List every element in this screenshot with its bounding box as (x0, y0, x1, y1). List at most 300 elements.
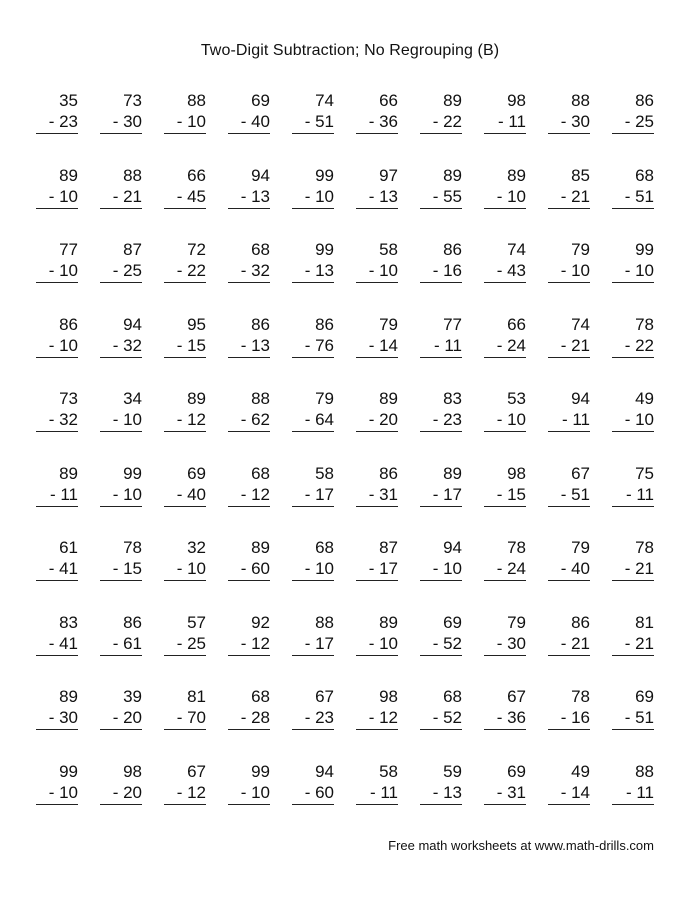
problem-row (22, 314, 662, 389)
subtraction-problem (278, 90, 342, 165)
subtrahend: - 21 (548, 633, 590, 656)
subtrahend: - 30 (100, 111, 142, 134)
minuend: 67 (507, 687, 526, 706)
minuend: 59 (443, 761, 462, 781)
subtrahend: - 21 (100, 186, 142, 209)
subtraction-problem (22, 612, 86, 687)
minuend: 89 (443, 91, 462, 110)
subtrahend: - 32 (100, 335, 142, 358)
subtraction-problem (150, 761, 214, 836)
minuend: 89 (251, 538, 270, 557)
minuend: 99 (315, 165, 334, 185)
subtrahend: - 22 (612, 335, 654, 358)
subtraction-problem (470, 388, 534, 463)
subtraction-problem (342, 90, 406, 165)
minuend: 89 (379, 389, 398, 408)
problem-row (22, 537, 662, 612)
minuend: 78 (635, 538, 654, 557)
minuend: 99 (315, 240, 334, 259)
subtraction-problem (342, 165, 406, 240)
subtraction-problem (534, 463, 598, 538)
minuend: 72 (187, 240, 206, 259)
subtrahend: - 40 (228, 111, 270, 134)
minuend: 92 (251, 612, 270, 632)
minuend: 89 (443, 463, 462, 483)
subtraction-problem (470, 314, 534, 389)
subtraction-problem (534, 90, 598, 165)
subtrahend: - 10 (164, 558, 206, 581)
subtraction-problem (534, 165, 598, 240)
subtraction-problem (470, 686, 534, 761)
subtrahend: - 51 (292, 111, 334, 134)
subtraction-problem (406, 612, 470, 687)
minuend: 95 (187, 314, 206, 334)
minuend: 89 (59, 165, 78, 185)
minuend: 78 (571, 687, 590, 706)
minuend: 79 (507, 612, 526, 632)
subtraction-problem (470, 761, 534, 836)
subtrahend: - 30 (484, 633, 526, 656)
problem-row (22, 463, 662, 538)
subtraction-problem (406, 463, 470, 538)
subtrahend: - 20 (100, 707, 142, 730)
subtrahend: - 32 (36, 409, 78, 432)
subtrahend: - 40 (548, 558, 590, 581)
subtraction-problem (534, 537, 598, 612)
subtraction-problem (214, 537, 278, 612)
subtraction-problem (406, 686, 470, 761)
subtrahend: - 22 (420, 111, 462, 134)
minuend: 86 (571, 612, 590, 632)
subtraction-problem (406, 165, 470, 240)
subtrahend: - 52 (420, 707, 462, 730)
minuend: 87 (379, 538, 398, 557)
minuend: 73 (123, 91, 142, 110)
subtraction-problem (278, 761, 342, 836)
subtraction-problem (534, 239, 598, 314)
minuend: 49 (571, 761, 590, 781)
minuend: 78 (635, 314, 654, 334)
subtrahend: - 10 (164, 111, 206, 134)
subtraction-problem (22, 314, 86, 389)
minuend: 94 (123, 314, 142, 334)
minuend: 53 (507, 389, 526, 408)
subtraction-problem (214, 388, 278, 463)
minuend: 69 (251, 91, 270, 110)
minuend: 94 (251, 165, 270, 185)
minuend: 99 (59, 761, 78, 781)
subtraction-problem (470, 537, 534, 612)
subtraction-problem (22, 90, 86, 165)
minuend: 69 (187, 463, 206, 483)
minuend: 79 (571, 240, 590, 259)
problem-row (22, 388, 662, 463)
subtrahend: - 36 (484, 707, 526, 730)
subtrahend: - 60 (292, 782, 334, 805)
minuend: 88 (123, 165, 142, 185)
subtraction-problem (598, 388, 662, 463)
subtrahend: - 41 (36, 633, 78, 656)
minuend: 86 (315, 314, 334, 334)
minuend: 89 (59, 463, 78, 483)
subtraction-problem (278, 612, 342, 687)
subtraction-problem (86, 686, 150, 761)
subtraction-problem (86, 761, 150, 836)
subtraction-problem (278, 537, 342, 612)
minuend: 86 (123, 612, 142, 632)
minuend: 74 (571, 314, 590, 334)
subtraction-problem (150, 463, 214, 538)
subtrahend: - 10 (356, 260, 398, 283)
subtraction-problem (406, 90, 470, 165)
subtraction-problem (342, 239, 406, 314)
minuend: 87 (123, 240, 142, 259)
subtraction-problem (150, 90, 214, 165)
subtrahend: - 22 (164, 260, 206, 283)
subtrahend: - 30 (548, 111, 590, 134)
subtraction-problem (150, 239, 214, 314)
minuend: 98 (507, 463, 526, 483)
minuend: 74 (507, 240, 526, 259)
subtraction-problem (150, 537, 214, 612)
minuend: 79 (571, 538, 590, 557)
minuend: 68 (251, 240, 270, 259)
subtraction-problem (278, 239, 342, 314)
subtrahend: - 11 (356, 782, 398, 805)
subtrahend: - 11 (548, 409, 590, 432)
subtrahend: - 17 (292, 484, 334, 507)
minuend: 86 (635, 91, 654, 110)
subtraction-problem (342, 463, 406, 538)
subtrahend: - 11 (612, 484, 654, 507)
minuend: 86 (443, 240, 462, 259)
subtrahend: - 52 (420, 633, 462, 656)
subtrahend: - 11 (36, 484, 78, 507)
subtrahend: - 32 (228, 260, 270, 283)
subtraction-problem (278, 463, 342, 538)
subtraction-problem (22, 686, 86, 761)
minuend: 98 (507, 91, 526, 110)
subtraction-problem (598, 314, 662, 389)
subtraction-problem (278, 165, 342, 240)
minuend: 57 (187, 612, 206, 632)
subtraction-problem (86, 165, 150, 240)
minuend: 89 (187, 389, 206, 408)
minuend: 78 (507, 538, 526, 557)
subtrahend: - 64 (292, 409, 334, 432)
minuend: 81 (187, 687, 206, 706)
minuend: 66 (379, 91, 398, 110)
minuend: 68 (443, 687, 462, 706)
subtraction-problem (278, 686, 342, 761)
subtrahend: - 10 (484, 409, 526, 432)
minuend: 97 (379, 165, 398, 185)
subtrahend: - 41 (36, 558, 78, 581)
subtrahend: - 25 (100, 260, 142, 283)
subtraction-problem (598, 90, 662, 165)
subtraction-problem (534, 388, 598, 463)
subtraction-problem (86, 239, 150, 314)
subtraction-problem (342, 537, 406, 612)
subtraction-problem (214, 612, 278, 687)
subtraction-problem (342, 761, 406, 836)
subtrahend: - 21 (612, 558, 654, 581)
minuend: 83 (443, 389, 462, 408)
minuend: 66 (187, 165, 206, 185)
minuend: 99 (123, 463, 142, 483)
subtrahend: - 21 (612, 633, 654, 656)
subtraction-problem (470, 463, 534, 538)
worksheet-title: Two-Digit Subtraction; No Regrouping (B) (200, 42, 500, 59)
minuend: 77 (443, 314, 462, 334)
subtraction-problem (598, 239, 662, 314)
subtrahend: - 10 (612, 409, 654, 432)
subtraction-problem (86, 612, 150, 687)
subtraction-problem (22, 537, 86, 612)
minuend: 94 (315, 761, 334, 781)
subtraction-problem (150, 388, 214, 463)
minuend: 67 (187, 761, 206, 781)
subtrahend: - 10 (100, 409, 142, 432)
subtrahend: - 28 (228, 707, 270, 730)
subtraction-problem (278, 314, 342, 389)
subtrahend: - 17 (420, 484, 462, 507)
minuend: 74 (315, 91, 334, 110)
subtrahend: - 12 (164, 409, 206, 432)
subtrahend: - 10 (356, 633, 398, 656)
subtraction-problem (22, 239, 86, 314)
subtrahend: - 21 (548, 186, 590, 209)
minuend: 77 (59, 240, 78, 259)
subtrahend: - 15 (100, 558, 142, 581)
subtrahend: - 23 (36, 111, 78, 134)
minuend: 78 (123, 538, 142, 557)
subtraction-problem (86, 463, 150, 538)
subtrahend: - 10 (612, 260, 654, 283)
minuend: 88 (635, 761, 654, 781)
subtraction-problem (534, 761, 598, 836)
subtraction-problem (214, 239, 278, 314)
subtraction-problem (150, 165, 214, 240)
subtrahend: - 20 (356, 409, 398, 432)
minuend: 98 (123, 761, 142, 781)
subtraction-problem (598, 165, 662, 240)
minuend: 68 (635, 165, 654, 185)
minuend: 88 (315, 612, 334, 632)
subtrahend: - 15 (484, 484, 526, 507)
minuend: 69 (443, 612, 462, 632)
subtrahend: - 51 (548, 484, 590, 507)
subtrahend: - 60 (228, 558, 270, 581)
subtrahend: - 10 (292, 558, 334, 581)
subtrahend: - 55 (420, 186, 462, 209)
minuend: 86 (59, 314, 78, 334)
minuend: 58 (379, 240, 398, 259)
minuend: 35 (59, 91, 78, 110)
subtrahend: - 10 (100, 484, 142, 507)
minuend: 79 (315, 389, 334, 408)
subtrahend: - 13 (228, 335, 270, 358)
subtraction-problem (86, 90, 150, 165)
subtrahend: - 10 (420, 558, 462, 581)
subtraction-problem (86, 537, 150, 612)
subtrahend: - 24 (484, 558, 526, 581)
subtrahend: - 13 (420, 782, 462, 805)
subtrahend: - 16 (548, 707, 590, 730)
subtrahend: - 12 (356, 707, 398, 730)
problem-row (22, 686, 662, 761)
minuend: 68 (251, 687, 270, 706)
footer-credit: Free math worksheets at www.math-drills.com (388, 838, 654, 853)
subtrahend: - 12 (228, 633, 270, 656)
subtraction-problem (406, 761, 470, 836)
minuend: 73 (59, 389, 78, 408)
subtraction-problem (342, 686, 406, 761)
subtraction-problem (214, 165, 278, 240)
subtrahend: - 20 (100, 782, 142, 805)
minuend: 79 (379, 314, 398, 334)
subtrahend: - 10 (548, 260, 590, 283)
minuend: 81 (635, 612, 654, 632)
subtraction-problem (22, 761, 86, 836)
subtraction-problem (534, 612, 598, 687)
subtrahend: - 13 (292, 260, 334, 283)
minuend: 89 (443, 165, 462, 185)
subtraction-problem (214, 90, 278, 165)
subtrahend: - 24 (484, 335, 526, 358)
minuend: 89 (507, 165, 526, 185)
subtraction-problem (470, 239, 534, 314)
minuend: 86 (251, 314, 270, 334)
subtrahend: - 62 (228, 409, 270, 432)
subtraction-problem (470, 90, 534, 165)
minuend: 61 (59, 538, 78, 557)
subtrahend: - 23 (292, 707, 334, 730)
minuend: 49 (635, 389, 654, 408)
subtraction-problem (22, 165, 86, 240)
subtrahend: - 31 (484, 782, 526, 805)
subtraction-problem (86, 314, 150, 389)
subtraction-problem (214, 761, 278, 836)
subtraction-problem (278, 388, 342, 463)
subtraction-problem (214, 314, 278, 389)
subtrahend: - 10 (36, 186, 78, 209)
subtraction-problem (598, 686, 662, 761)
subtrahend: - 14 (548, 782, 590, 805)
subtrahend: - 76 (292, 335, 334, 358)
subtrahend: - 25 (612, 111, 654, 134)
minuend: 99 (251, 761, 270, 781)
subtrahend: - 10 (36, 782, 78, 805)
minuend: 58 (315, 463, 334, 483)
minuend: 99 (635, 240, 654, 259)
minuend: 67 (315, 687, 334, 706)
problem-grid (22, 90, 662, 835)
subtrahend: - 14 (356, 335, 398, 358)
minuend: 39 (123, 687, 142, 706)
minuend: 98 (379, 687, 398, 706)
subtraction-problem (406, 388, 470, 463)
subtrahend: - 40 (164, 484, 206, 507)
minuend: 85 (571, 165, 590, 185)
minuend: 58 (379, 761, 398, 781)
subtraction-problem (534, 314, 598, 389)
subtrahend: - 10 (484, 186, 526, 209)
minuend: 94 (443, 538, 462, 557)
subtraction-problem (214, 686, 278, 761)
subtraction-problem (22, 463, 86, 538)
subtraction-problem (598, 463, 662, 538)
minuend: 86 (379, 463, 398, 483)
subtraction-problem (406, 239, 470, 314)
minuend: 66 (507, 314, 526, 334)
subtrahend: - 70 (164, 707, 206, 730)
subtraction-problem (406, 537, 470, 612)
subtraction-problem (598, 537, 662, 612)
problem-row (22, 239, 662, 314)
subtrahend: - 10 (36, 335, 78, 358)
subtraction-problem (150, 612, 214, 687)
problem-row (22, 165, 662, 240)
subtrahend: - 10 (36, 260, 78, 283)
subtrahend: - 15 (164, 335, 206, 358)
minuend: 89 (379, 612, 398, 632)
minuend: 83 (59, 612, 78, 632)
subtrahend: - 31 (356, 484, 398, 507)
subtraction-problem (150, 686, 214, 761)
subtraction-problem (342, 388, 406, 463)
subtrahend: - 12 (228, 484, 270, 507)
subtraction-problem (342, 314, 406, 389)
subtraction-problem (470, 165, 534, 240)
subtrahend: - 16 (420, 260, 462, 283)
subtrahend: - 36 (356, 111, 398, 134)
minuend: 69 (507, 761, 526, 781)
minuend: 94 (571, 389, 590, 408)
minuend: 75 (635, 463, 654, 483)
minuend: 67 (571, 463, 590, 483)
subtraction-problem (150, 314, 214, 389)
subtrahend: - 13 (356, 186, 398, 209)
subtrahend: - 45 (164, 186, 206, 209)
minuend: 69 (635, 687, 654, 706)
minuend: 68 (251, 463, 270, 483)
subtraction-problem (470, 612, 534, 687)
subtrahend: - 25 (164, 633, 206, 656)
subtrahend: - 51 (612, 186, 654, 209)
minuend: 68 (315, 538, 334, 557)
subtrahend: - 21 (548, 335, 590, 358)
subtraction-problem (406, 314, 470, 389)
minuend: 34 (123, 389, 142, 408)
subtrahend: - 17 (356, 558, 398, 581)
problem-row (22, 761, 662, 836)
subtrahend: - 13 (228, 186, 270, 209)
subtrahend: - 11 (612, 782, 654, 805)
subtrahend: - 17 (292, 633, 334, 656)
subtrahend: - 30 (36, 707, 78, 730)
subtraction-problem (534, 686, 598, 761)
problem-row (22, 90, 662, 165)
minuend: 89 (59, 687, 78, 706)
subtrahend: - 11 (420, 335, 462, 358)
problem-row (22, 612, 662, 687)
minuend: 88 (251, 389, 270, 408)
subtrahend: - 43 (484, 260, 526, 283)
subtraction-problem (342, 612, 406, 687)
subtraction-problem (86, 388, 150, 463)
subtrahend: - 12 (164, 782, 206, 805)
